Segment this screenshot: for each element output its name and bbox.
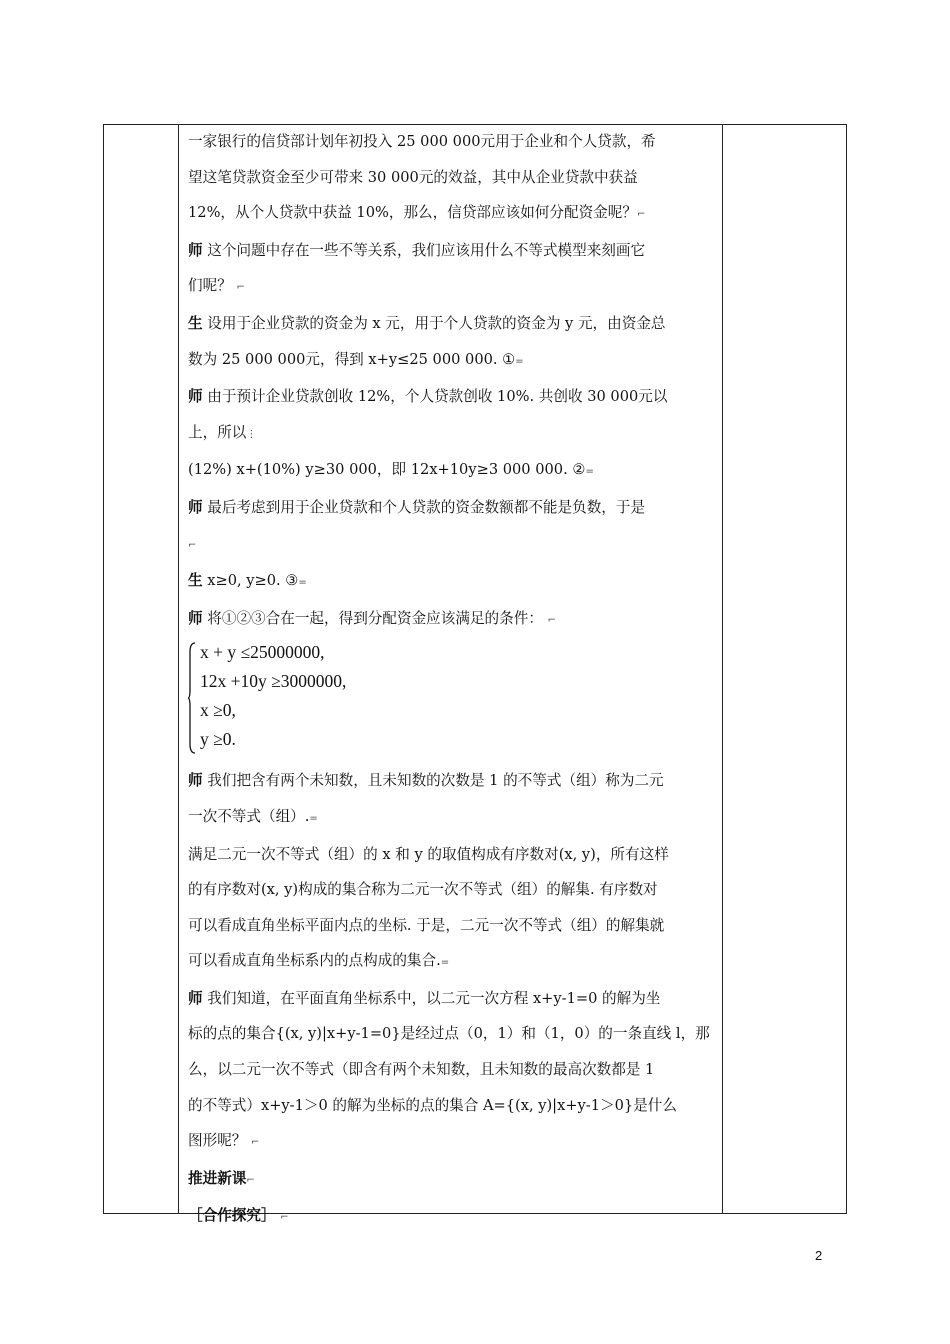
speaker-teacher: 师 xyxy=(188,609,203,627)
inequality-row: 12x +10y ≥3000000, xyxy=(200,671,347,692)
text-line: 可以看成直角坐标平面内点的坐标. 于是，二元一次不等式（组）的解集就 xyxy=(188,916,665,934)
inequality-row: x + y ≤25000000, xyxy=(200,642,325,663)
inequality-row: y ≥0. xyxy=(200,729,236,750)
text-line: 生 x≥0, y≥0. ③= xyxy=(188,572,307,590)
speaker-teacher: 师 xyxy=(188,498,203,516)
text-line: 数为 25 000 000元，得到 x+y≤25 000 000. ①= xyxy=(188,350,524,368)
text-line: ⌐ xyxy=(188,539,197,551)
section-subheading: ［合作探究］ ⌐ xyxy=(188,1207,289,1225)
column-divider-left xyxy=(178,124,179,1214)
left-brace xyxy=(188,642,196,754)
text-line: 师 最后考虑到用于企业贷款和个人贷款的资金数额都不能是负数，于是 xyxy=(188,498,646,516)
speaker-teacher: 师 xyxy=(188,388,203,406)
text-line: 望这笔贷款资金至少可带来 30 000元的效益，其中从企业贷款中获益 xyxy=(188,168,638,186)
text-line: 的不等式）x+y-1＞0 的解为坐标的点的集合 A={(x, y)|x+y-1＞0}是什么 xyxy=(188,1096,677,1114)
text-line: 生 设用于企业贷款的资金为 x 元，用于个人贷款的资金为 y 元，由资金总 xyxy=(188,314,666,332)
text-line: 的有序数对(x, y)构成的集合称为二元一次不等式（组）的解集. 有序数对 xyxy=(188,881,658,899)
lesson-content xyxy=(188,124,716,1236)
speaker-student: 生 xyxy=(188,572,203,590)
text-line: 师 这个问题中存在一些不等关系，我们应该用什么不等式模型来刻画它 xyxy=(188,241,646,259)
page-number: 2 xyxy=(815,1248,823,1263)
inequality-row: x ≥0, xyxy=(200,700,236,721)
text-line: 上，所以⋮ xyxy=(188,423,257,441)
text-line: 一家银行的信贷部计划年初投入 25 000 000元用于企业和个人贷款，希 xyxy=(188,133,656,150)
inequality-system xyxy=(188,638,716,763)
speaker-teacher: 师 xyxy=(188,241,203,259)
text-line: 师 将①②③合在一起，得到分配资金应该满足的条件： ⌐ xyxy=(188,609,556,627)
text-line: (12%) x+(10%) y≥30 000，即 12x+10y≥3 000 000. ②= xyxy=(188,461,594,479)
text-line: 师 由于预计企业贷款创收 12%，个人贷款创收 10%. 共创收 30 000元以 xyxy=(188,388,668,406)
section-heading: 推进新课⌐ xyxy=(188,1169,255,1187)
text-line: 一次不等式（组）.= xyxy=(188,807,318,825)
text-line: 12%，从个人贷款中获益 10%，那么，信贷部应该如何分配资金呢？⌐ xyxy=(188,204,646,222)
text-line: 么，以二元一次不等式（即含有两个未知数，且未知数的最高次数都是 1 xyxy=(188,1061,655,1079)
speaker-student: 生 xyxy=(188,314,203,332)
text-line: 图形呢？ ⌐ xyxy=(188,1132,260,1150)
text-line: 们呢？ ⌐ xyxy=(188,277,245,295)
text-line: 师 我们知道，在平面直角坐标系中，以二元一次方程 x+y-1=0 的解为坐 xyxy=(188,989,661,1007)
speaker-teacher: 师 xyxy=(188,772,203,790)
text-line: 标的点的集合{(x, y)|x+y-1=0}是经过点（0，1）和（1，0）的一条直线 l，那 xyxy=(188,1025,710,1043)
column-divider-right xyxy=(722,124,723,1214)
text-line: 师 我们把含有两个未知数，且未知数的次数是 1 的不等式（组）称为二元 xyxy=(188,772,664,790)
text-line: 满足二元一次不等式（组）的 x 和 y 的取值构成有序数对(x, y)，所有这样 xyxy=(188,845,669,863)
speaker-teacher: 师 xyxy=(188,989,203,1007)
text-line: 可以看成直角坐标系内的点构成的集合.= xyxy=(188,952,450,970)
